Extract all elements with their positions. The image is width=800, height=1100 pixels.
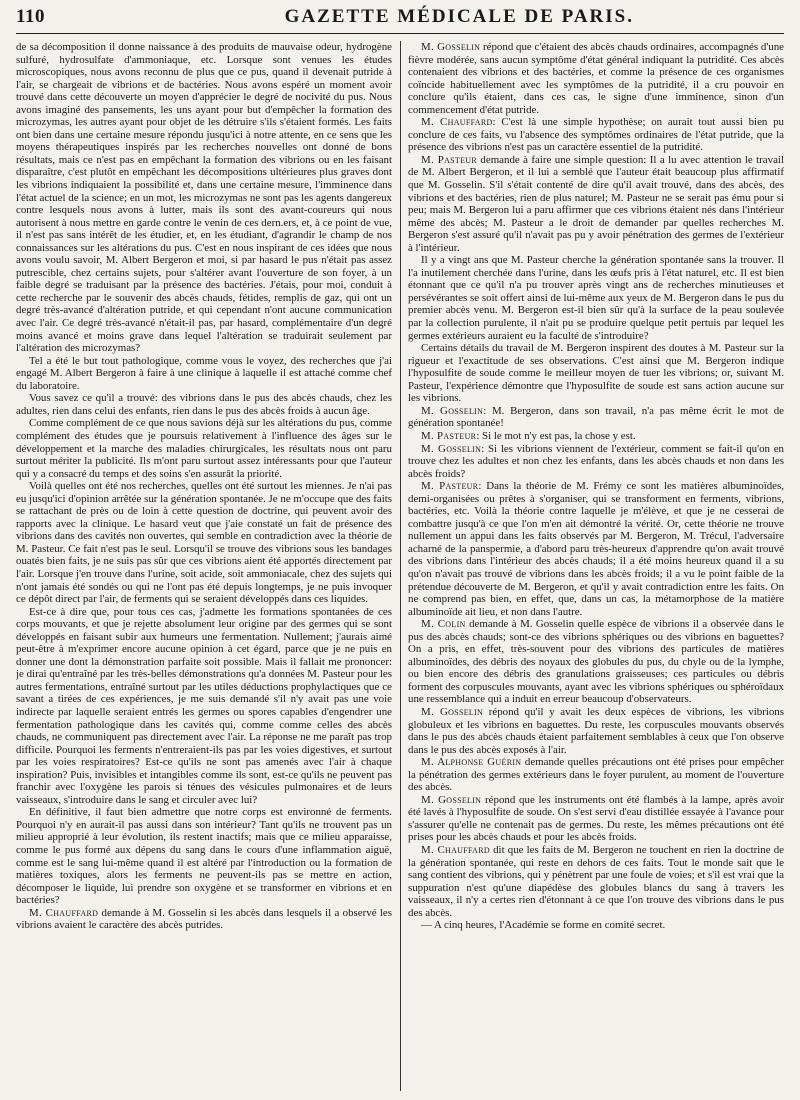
paragraph [408,41,784,116]
speaker-name: M. Alphonse Guérin [421,756,522,769]
paragraph-text: dit que les faits de M. Bergeron ne touchent en rien la doctrine de la génération spontanée, qui reste en dehors de ces faits. Tout le monde sait que le sang contient des vibrions, qui y pénètrent par une foule de voies; et s'il est vrai que la suppuration n'est qu'une diapédèse des globules blancs du sang à travers les vaisseaux, il n'y a certes rien d'étonnant à ce que l'on trouve des vibrions dans le pus des abcès. [408,844,784,919]
paragraph [408,405,784,430]
paragraph-text: Comme complément de ce que nous savions déjà sur les altérations du pus, comme complément des études que je poursuis relativement à l'influence des âges sur le développement et la marche des maladies chirurgicales, les résultats nous ont paru surtout mériter la publicité. Ils m'ont paru surtout assez intéressants pour que l'auteur qui y a consacré du temps et des soins s'en assurât la priorité. [16,417,392,480]
speaker-name: M. Colin [421,618,466,631]
paragraph-text: répond qu'il y avait les deux espèces de vibrions, les vibrions globuleux et les vibrions en baguettes. Du reste, les corpuscules mouvants observés dans le pus des abcès chauds étaient parfaitement semblables à ceux que l'on observe dans le pus des abcès exposés à l'air. [408,705,784,756]
paragraph-text: : Si les vibrions viennent de l'extérieur, comment se fait-il qu'on en trouve chez les adultes et non chez les enfants, dans les abcès chauds et non dans les abcès froids? [408,442,784,480]
speaker-name: M. Chauffard [421,844,490,856]
running-title: GAZETTE MÉDICALE DE PARIS. [284,6,634,27]
paragraph-text: Est-ce à dire que, pour tous ces cas, j'admette les formations spontanées de ces corps mouvants, et que je rejette absolument leur origine par des germes qui se sont développés en faisant subir aux humeurs une fermentation. Nullement; j'aurais aimé peut-être à m'exprimer encore aucune opinion à cet égard, parce que je ne puis en donner une dont la démonstration parfaite soit possible. Mais il fallait me prononcer: je dirai qu'entraîné par les très-belles démonstrations qu'a données M. Pasteur pour les autres fermentations, entraîné surtout par les utiles déductions prophylactiques que ce savant a tirées de ces expériences, je me suis demandé s'il n'y avait pas une voie indirecte par laquelle seraient entrés les germes ou spores capables d'engendrer une fermentation pathologique dans les cavités qui, comme comme celles des abcès chauds, ne communiquent pas directement avec l'air. La réponse ne me paraît pas trop difficile. Pourquoi les ferments n'entreraient-ils pas par les voies digestives, et surtout par les voies respiratoires? Est-ce qu'ils ne sont pas amenés avec l'air à chaque inspiration? Puis, invisibles et intangibles comme ils sont, est-ce qu'ils ne peuvent pas franchir avec l'oxygène les parois si ténues des vésicules pulmonaires et de leurs vaisseaux, s'introduire dans le sang et circuler avec lui? [16,605,392,806]
speaker-name: M. Gosselin [421,41,481,53]
paragraph [16,355,392,393]
paragraph [408,919,784,932]
paragraph-text: demande à M. Gosselin quelle espèce de vibrions il a observée dans le pus des abcès chauds; sont-ce des vibrions sphériques ou des vibrions en baguettes? On a pris, en effet, très-souvent pour des vibrions des particules de matières albuminoïdes, des débris des noyaux des globules du pus, du chyle ou de la lymphe, ou bien encore des débris des granulations graisseuses; ces particules ou débris forment des corpuscules mouvants, ayant avec les vibrions sphériques ou sphéroïdaux une ressemblance qui a induit en erreur beaucoup d'observateurs. [408,618,784,706]
paragraph [408,342,784,405]
paragraph-text: répond que c'étaient des abcès chauds ordinaires, accompagnés d'une fièvre modérée, sans aucun symptôme d'état général indiquant la putridité. Ces abcès contenaient des vibrions et des bactéries, et comme la présence de ces organismes coïncide habituellement avec les symptômes de la putridité, il a cru pouvoir en conclure qu'ils étaient, dans ces cas, le signe d'une imminence, sinon d'un commencement d'état putride. [408,41,784,116]
speaker-name: M. Gosselin [421,793,482,806]
paragraph [16,417,392,480]
paragraph-text: : C'est là une simple hypothèse; on aurait tout aussi bien pu conclure de ces faits, vu l'absence des symptômes ordinaires de l'état putride, que la présence des vibrions n'est pas un caractère essentiel de la putridité. [408,116,784,154]
paragraph-text: Tel a été le but tout pathologique, comme vous le voyez, des recherches que j'ai engagé M. Albert Bergeron à faire à une clinique à laquelle il est attaché comme chef du laboratoire. [16,354,392,392]
paragraph [408,794,784,844]
paragraph-text: Certains détails du travail de M. Bergeron inspirent des doutes à M. Pasteur sur la rigueur et l'exactitude de ses observations. C'est ainsi que M. Bergeron indique l'hyposulfite de soude comme le meilleur moyen de tuer les vibrions; or, suivant M. Pasteur, l'expérience démontre que l'hyposulfite de soude est sans action aucune sur les vibrions. [408,342,784,405]
paragraph [408,443,784,481]
speaker-name: M. Gosselin [421,705,484,718]
speaker-name: M. Gosselin [421,442,482,455]
paragraph [408,480,784,618]
paragraph [16,806,392,906]
paragraph [408,154,784,254]
paragraph-text: demande à faire une simple question: Il a lu avec attention le travail de M. Albert Bergeron, et il lui a semblé que l'auteur était beaucoup plus affirmatif que M. Gosselin. S'il s'était contenté de dire qu'il avait trouvé, dans des abcès, des vibrions et des bactéries, rien de plus naturel; M. Pasteur ne se serait pas ému pour si peu; mais M. Bergeron lui a paru affirmer que ces vibrions étaient nés dans l'intérieur même des abcès; M. Pasteur a le droit de demander par quelles recherches M. Bergeron s'est assuré qu'il n'avait pas pu y avoir pénétration des germes de l'extérieur à l'intérieur. [408,153,784,254]
paragraph-text: : M. Bergeron, dans son travail, n'a pas même écrit le mot de génération spontanée! [408,404,784,430]
paragraph [16,907,392,932]
speaker-name: M. Pasteur [421,429,477,442]
paragraph-text: Il y a vingt ans que M. Pasteur cherche la génération spontanée sans la trouver. Il l'a inutilement cherchée dans l'urine, dans les œufs pris à l'état naturel, etc. Il est bien étonnant que ce qu'il n'a pu trouver après vingt ans de recherches minutieuses et persévérantes se soit offert ainsi de lui-même aux yeux de M. Bergeron dans le pus du premier abcès venu. M. Bergeron est-il bien sûr qu'à la surface de la peau soulevée par la collection purulente, il n'ait pu se produire quelque petit pertuis par lequel les germes extérieurs auraient eu la faculté de s'introduire? [408,254,784,342]
paragraph [408,844,784,919]
page-header [16,0,784,34]
paragraph-text: demande à M. Gosselin si les abcès dans lesquels il a observé les vibrions avaient le caractère des abcès putrides. [16,906,392,932]
paragraph-text: de sa décomposition il donne naissance à des produits de mauvaise odeur, hydrogène sulfuré, hydrosulfate d'ammoniaque, etc. Lorsque sont venues les études microscopiques, nous avons reconnu de plus que ce pus, quand il devenait putride à l'air, se chargeait de vibrions et de bactéries. Nous avons espéré un moment avoir trouvé dans cette découverte un moyen d'apprécier le degré de nocivité du pus. Nous avons imaginé des pansements, les uns ayant pour but d'empêcher la formation des microzymas, les autres ayant pour objet de les détruire s'ils s'étaient formés. Les faits ont bien dans une certaine mesure répondu jusqu'ici à notre attente, en ce sens que les moyens thérapeutiques inspirés par les recherches nouvelles ont donné de bons résultats, mais ce n'est pas en empêchant la formation des vibrions ou en les faisant disparaître, c'est plutôt en empêchant les décompositions ultérieures plus graves dont les vibrions indiquaient la possibilité et, dans une certaine mesure, l'imminence dans l'état actuel de la science; en un mot, les microzymas ne sont pas les agents dangereux contre lesquels nous avons à lutter, mais ils sont des avant-coureurs qui nous autorisent à nous mettre en garde contre le venin de ces dern.ers, et, à ce point de vue, il n'est pas sans intérêt de les étudier, et, en les étudiant, d'agrandir le champ de nos connaissances sur les altérations du pus. C'est en nous inspirant de ces idées que nous avons voulu savoir, M. Albert Bergeron et moi, si par hasard le pus n'était pas assez putrescible, chez certains sujets, pour s'altérer avant l'ouverture de son foyer, à un faible degré se traduisant par la présence des bactéries. J'étais, pour moi, conduit à cette recherche par le souvenir des abcès chauds, fétides, remplis de gaz, qui ont un degré très-avancé d'altération putride, et qui cependant n'ont aucune communication avec l'air. Ce degré très-avancé n'était-il pas, par hasard, complémentaire d'un degré moins avancé et moins grave dans lequel l'altération se traduirait seulement par l'altération des microzymas? [16,41,392,355]
paragraph [16,480,392,605]
paragraph [16,41,392,355]
speaker-name: M. Gosselin [421,404,484,417]
paragraph [16,606,392,807]
paragraph [408,756,784,794]
speaker-name: M. Pasteur [421,153,477,166]
right-column [408,41,784,1091]
paragraph [408,618,784,706]
paragraph [408,116,784,154]
left-column [16,41,392,1091]
paragraph-text: — A cinq heures, l'Académie se forme en comité secret. [421,919,666,932]
paragraph [408,430,784,443]
speaker-name: M. Chauffard [29,906,99,919]
column-rule [400,41,401,1091]
paragraph-text: Vous savez ce qu'il a trouvé: des vibrions dans le pus des abcès chauds, chez les adultes, rien dans celui des enfants, rien dans le pus des abcès froids à aucun âge. [16,392,392,417]
paragraph [408,706,784,756]
speaker-name: M. Chauffard [421,116,493,129]
text-columns [16,41,784,1091]
paragraph-text: : Si le mot n'y est pas, la chose y est. [476,429,636,442]
speaker-name: M. Pasteur [421,480,479,493]
paragraph [408,254,784,342]
paragraph-text: : Dans la théorie de M. Frémy ce sont les matières albuminoïdes, demi-organisées ou prêtes à s'organiser, qui se transforment en ferments, vibrions, bactéries, etc. Voilà la théorie contre laquelle je m'élève, et que je ne cesserai de combattre jusqu'à ce que l'on m'en ait démontré la vérité. Or, cette théorie ne trouve nullement un appui dans les faits observés par M. Bergeron, M. Trécul, l'adversaire acharné de la panspermie, a d'abord paru très-heureux d'apprendre qu'on avait trouvé des vibrions dans l'intérieur des abcès chauds; il a été moins heureux quand il a su qu'on n'avait pas trouvé de vibrions dans les abcès froids; il a vu le point faible de la prétendue découverte de M. Bergeron, et qu'il y avait contradiction entre les faits. On ne comprend pas bien, en effet, que, dans un cas, la métamorphose de la matière albuminoïde ait lieu, et non dans l'autre. [408,480,784,618]
paragraph-text: répond que les instruments ont été flambés à la lampe, après avoir été lavés à l'hyposulfite de soude. On s'est servi d'eau distillée essayée à l'avance pour s'assurer qu'elle ne contenait pas de germes. Du reste, les mêmes précautions ont été prises pour les abcès chauds et pour les abcès froids. [408,793,784,844]
paragraph-text: Voilà quelles ont été nos recherches, quelles ont été surtout les miennes. Je n'ai pas eu jusqu'ici d'opinion arrêtée sur la génération spontanée. Je ne m'occupe que des faits se rattachant de près ou de loin à cette question de doctrine, qui peuvent avoir des rapports avec la clinique. Le hasard veut que j'aie constaté un fait de présence des vibrions dans des cavités non ouvertes, qui semble en contradiction avec la théorie de M. Pasteur. Ce fait n'est pas le seul. Lorsqu'il se trouve des vibrions sous les bandages ouatés bien faits, je ne suis pas sûr que ces vibrions aient été apportés directement par l'air. Lorsque j'en trouve dans l'urine, soit acide, soit ammoniacale, chez des sujets qui n'ont jamais été sondés ou qui ne l'ont pas été depuis longtemps, je ne puis invoquer ce dépôt direct par l'air, de ferments qui se seraient développés dans ces liquides. [16,480,392,606]
paragraph [16,392,392,417]
paragraph-text: demande quelles précautions ont été prises pour empêcher la pénétration des germes extérieurs dans le foyer purulent, au moment de l'ouverture des abcès. [408,756,784,794]
page-number: 110 [16,6,45,27]
paragraph-text: En définitive, il faut bien admettre que notre corps est environné de ferments. Pourquoi n'y en aurait-il pas aussi dans son intérieur? Tant qu'ils ne trouvent pas un milieu approprié à leur évolution, ils restent inactifs; mais que ce milieu apparaisse, comme le pus formé aux dépens du sang dans le cours d'une inflammation aiguë, comme est le sang lui-même quand il est altéré par l'introduction ou la formation de matières toxiques, alors les ferments ne peuvent-ils pas se mettre en action, décomposer le liquide, lui prendre son oxygène et se transformer en vibrions et en bactéries? [16,806,392,907]
